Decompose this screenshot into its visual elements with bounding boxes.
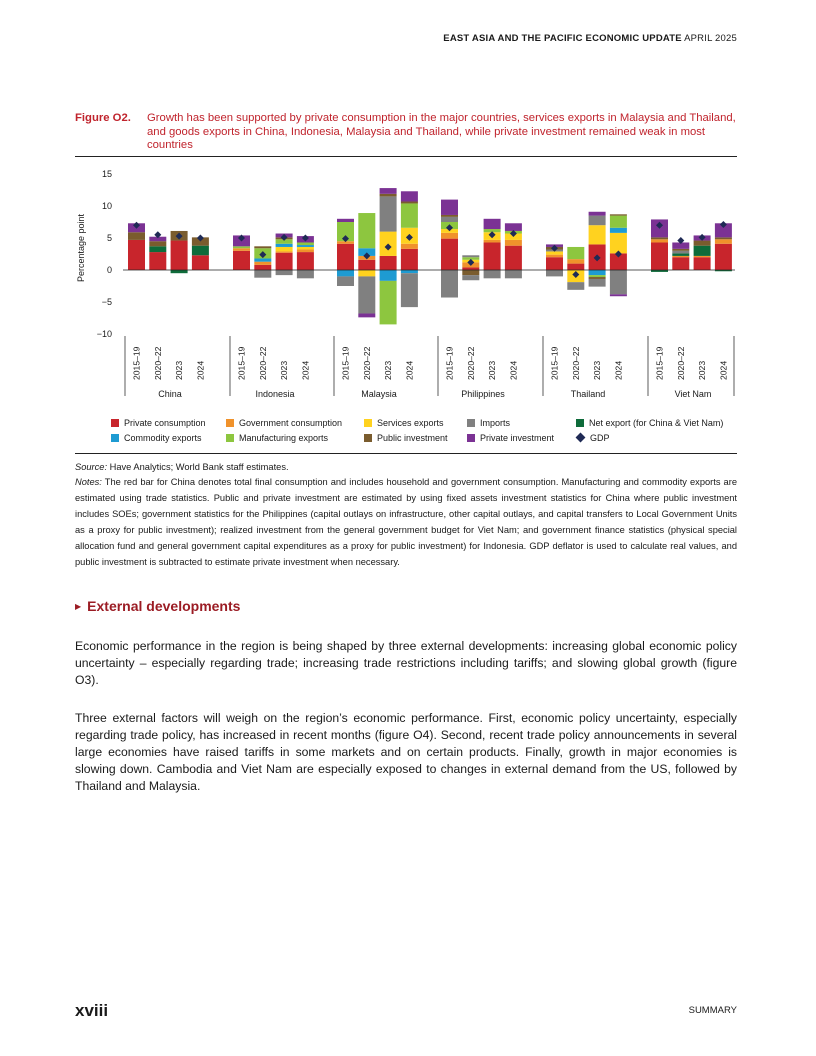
legend-label: Private consumption — [124, 417, 206, 428]
figure-bottom-rule — [75, 453, 737, 454]
footer-section-name: SUMMARY — [688, 1005, 737, 1016]
bar-segment — [546, 257, 563, 270]
bar-segment — [441, 270, 458, 298]
legend-row-1 — [111, 415, 741, 430]
section-arrow-icon: ▶ — [75, 601, 82, 611]
bar-segment — [254, 270, 271, 278]
legend-item-private-consumption — [111, 418, 226, 428]
bar-segment — [380, 270, 397, 281]
bar-segment — [610, 214, 627, 215]
bar-segment — [484, 219, 501, 229]
bar-segment — [358, 213, 375, 248]
bar-segment — [441, 200, 458, 215]
publication-date: APRIL 2025 — [684, 33, 737, 44]
x-tick-label: 2023 — [487, 360, 498, 380]
bar-segment — [297, 270, 314, 278]
x-tick-label: 2015–19 — [236, 346, 247, 380]
bar-segment — [589, 216, 606, 226]
x-tick-label: 2015–19 — [340, 346, 351, 380]
x-tick-label: 2023 — [383, 360, 394, 380]
figure-caption-text: Growth has been supported by private consumption in the major countries, services exports in Malaysia and Thailand, and goods exports in China, Indonesia, Malaysia and Thailand, while private investment remained weak in most countries — [147, 112, 736, 151]
figure-source — [75, 459, 737, 475]
source-label: Source: — [75, 462, 108, 472]
legend-swatch — [467, 419, 475, 427]
legend-swatch — [226, 419, 234, 427]
legend-label: Imports — [480, 417, 511, 428]
bar-segment — [651, 239, 668, 242]
legend-label: Services exports — [377, 417, 444, 428]
x-tick-label: 2020–22 — [570, 346, 581, 380]
country-label: Viet Nam — [674, 389, 712, 399]
y-tick-label: −5 — [101, 297, 112, 307]
legend-swatch — [467, 434, 475, 442]
bar-segment — [694, 241, 711, 246]
legend-swatch — [364, 419, 372, 427]
x-tick-label: 2020–22 — [465, 346, 476, 380]
bar-segment — [715, 244, 732, 270]
bar-segment — [254, 265, 271, 270]
bar-segment — [694, 256, 711, 257]
country-label: China — [158, 389, 182, 399]
x-tick-label: 2015–19 — [654, 346, 665, 380]
bar-segment — [149, 252, 166, 270]
x-tick-label: 2023 — [279, 360, 290, 380]
bar-segment — [254, 258, 271, 261]
bar-segment — [610, 228, 627, 233]
legend-item-government-consumption — [226, 418, 364, 428]
bar-segment — [589, 275, 606, 277]
bar-segment — [694, 246, 711, 256]
bar-segment — [276, 247, 293, 251]
bar-segment — [589, 279, 606, 287]
figure-o3-link[interactable]: figure O3 — [75, 656, 737, 687]
x-tick-label: 2015–19 — [444, 346, 455, 380]
running-header — [443, 33, 737, 44]
bar-segment — [337, 219, 354, 222]
bar-segment — [380, 196, 397, 231]
legend-item-private-investment — [467, 433, 576, 443]
bar-segment — [462, 255, 479, 257]
x-tick-label: 2024 — [195, 360, 206, 380]
legend-item-imports — [467, 418, 576, 428]
x-tick-label: 2020–22 — [152, 346, 163, 380]
bar-segment — [297, 252, 314, 270]
bar-segment — [567, 264, 584, 270]
bar-segment — [233, 248, 250, 251]
bar-segment — [171, 241, 188, 270]
bar-segment — [401, 202, 418, 204]
legend-swatch — [111, 419, 119, 427]
bar-segment — [149, 241, 166, 246]
bar-segment — [505, 240, 522, 246]
y-tick-label: 0 — [106, 265, 112, 275]
bar-segment — [297, 247, 314, 250]
bar-segment — [254, 246, 271, 248]
x-tick-label: 2023 — [697, 360, 708, 380]
x-tick-label: 2020–22 — [257, 346, 268, 380]
figure-label: Figure O2. — [75, 112, 131, 124]
bar-segment — [297, 242, 314, 245]
bar-segment — [276, 270, 293, 275]
bar-segment — [672, 253, 689, 256]
bar-segment — [441, 233, 458, 239]
bar-segment — [171, 270, 188, 273]
legend-item-public-investment — [364, 433, 467, 443]
legend-swatch — [111, 434, 119, 442]
x-tick-label: 2024 — [613, 360, 624, 380]
bar-segment — [401, 203, 418, 227]
legend-label: Public investment — [377, 432, 448, 443]
paragraph-2 — [75, 710, 737, 795]
legend-label: GDP — [590, 432, 610, 443]
legend-label: Private investment — [480, 432, 555, 443]
bar-segment — [546, 251, 563, 254]
section-heading — [75, 598, 240, 614]
legend-item-manufacturing-exports — [226, 433, 364, 443]
bar-segment — [715, 237, 732, 239]
legend-row-2 — [111, 430, 741, 445]
bar-segment — [505, 270, 522, 278]
bar-segment — [276, 244, 293, 247]
bar-segment — [546, 255, 563, 258]
country-label: Indonesia — [255, 389, 295, 399]
bar-segment — [567, 247, 584, 259]
bar-segment — [233, 251, 250, 270]
bar-segment — [358, 314, 375, 318]
x-tick-label: 2015–19 — [131, 346, 142, 380]
bar-segment — [276, 253, 293, 270]
x-tick-label: 2024 — [404, 360, 415, 380]
page-number: xviii — [75, 1001, 109, 1020]
legend-label: Manufacturing exports — [239, 432, 329, 443]
legend-swatch — [364, 434, 372, 442]
paragraph-1-end: ). — [91, 673, 99, 687]
bar-segment — [441, 215, 458, 217]
bar-segment — [401, 191, 418, 201]
bar-segment — [462, 270, 479, 275]
bar-segment — [401, 244, 418, 249]
bar-segment — [358, 260, 375, 270]
bar-segment — [297, 250, 314, 253]
bar-segment — [441, 239, 458, 270]
bar-segment — [149, 246, 166, 252]
legend-label: Commodity exports — [124, 432, 202, 443]
source-text: Have Analytics; World Bank staff estimates. — [107, 462, 289, 472]
chart-legend — [111, 415, 741, 445]
bar-segment — [505, 246, 522, 270]
figure-notes — [75, 474, 737, 570]
figure-o4-link[interactable]: figure O4 — [378, 728, 430, 742]
x-tick-label: 2020–22 — [675, 346, 686, 380]
paragraph-1-text: Economic performance in the region is being shaped by three external developments: increasing global economic policy uncertainty – especially regarding trade; increasing trade restrictions including tariffs; and slowing global growth ( — [75, 639, 737, 670]
bar-segment — [380, 256, 397, 270]
bar-segment — [672, 256, 689, 257]
country-label: Malaysia — [361, 389, 397, 399]
bar-segment — [380, 188, 397, 194]
x-tick-label: 2020–22 — [361, 346, 372, 380]
bar-segment — [254, 262, 271, 265]
bar-segment — [715, 239, 732, 243]
bar-segment — [337, 244, 354, 270]
bar-segment — [192, 246, 209, 256]
paragraph-2-end: ). Second, recent trade policy announcements in several large economies have raised tariffs in some markets and on certain products. Finally, growth in major economies is slowing down. Cambodia and Viet Nam are especially exposed to changes in external demand from the US, followed by Thailand and Malaysia. — [75, 728, 737, 793]
bar-segment — [672, 251, 689, 254]
bar-segment — [192, 255, 209, 270]
bar-segment — [401, 270, 418, 273]
figure-caption — [75, 112, 737, 153]
gdp-diamond-icon — [576, 433, 586, 443]
legend-swatch — [226, 434, 234, 442]
bar-segment — [589, 212, 606, 216]
bar-segment — [672, 249, 689, 251]
bar-segment — [672, 257, 689, 270]
country-label: Thailand — [570, 389, 606, 399]
legend-label: Net export (for China & Viet Nam) — [589, 417, 724, 428]
x-tick-label: 2023 — [174, 360, 185, 380]
bar-segment — [505, 223, 522, 231]
bar-segment — [128, 240, 145, 270]
bar-segment — [401, 249, 418, 270]
legend-item-services-exports — [364, 418, 467, 428]
country-label: Philippines — [461, 389, 505, 399]
legend-label: Government consumption — [239, 417, 343, 428]
y-axis-label: Percentage point — [76, 213, 86, 283]
legend-swatch — [576, 419, 584, 427]
bar-segment — [401, 273, 418, 307]
bar-segment — [128, 232, 145, 240]
y-tick-label: 10 — [101, 201, 112, 211]
y-tick-label: 15 — [101, 169, 112, 179]
y-tick-label: −10 — [96, 329, 112, 339]
x-tick-label: 2024 — [300, 360, 311, 380]
bar-segment — [546, 270, 563, 276]
bar-segment — [610, 216, 627, 228]
bar-segment — [380, 194, 397, 197]
caption-rule — [75, 156, 737, 157]
bar-segment — [651, 242, 668, 270]
x-tick-label: 2023 — [592, 360, 603, 380]
bar-segment — [337, 270, 354, 276]
publication-title: EAST ASIA AND THE PACIFIC ECONOMIC UPDATE — [443, 33, 682, 44]
notes-text: The red bar for China denotes total final consumption and includes household and government consumption. Manufacturing and commodity exports are estimated using trade statistics. Public and private investment are estimated by using fixed assets investment statistics for China where public investment includes SOEs; government statistics for the Philippines (capital outlays on infrastructure, other capital outlays, and capital transfers to Local Government Units as a proxy for public investment); realized investment from the general government budget for Viet Nam; and government finance statistics (physical special allocation fund and general government capital expenditures as a proxy for public investment) for Indonesia. GDP deflator is used to calculate real values, and public investment is subtracted to estimate private investment when necessary. — [75, 477, 737, 567]
bar-segment — [484, 240, 501, 243]
bar-segment — [380, 281, 397, 325]
bar-segment — [567, 259, 584, 263]
bar-segment — [484, 270, 501, 278]
bar-segment — [358, 276, 375, 313]
x-tick-label: 2015–19 — [549, 346, 560, 380]
bar-segment — [589, 225, 606, 244]
bar-segment — [610, 233, 627, 253]
x-tick-label: 2024 — [508, 360, 519, 380]
section-title: External developments — [87, 598, 241, 614]
bar-segment — [651, 237, 668, 239]
bar-segment — [462, 275, 479, 280]
bar-segment — [337, 276, 354, 286]
bar-segment — [589, 277, 606, 279]
y-tick-label: 5 — [106, 233, 112, 243]
notes-label: Notes: — [75, 477, 102, 487]
paragraph-2-text: Three external factors will weigh on the region’s economic performance. First, economic policy uncertainty, especially regarding trade policy, has increased in recent months ( — [75, 711, 737, 742]
bar-segment — [276, 251, 293, 252]
bar-segment — [567, 282, 584, 290]
legend-item-gdp — [576, 433, 610, 443]
bar-segment — [358, 270, 375, 276]
bar-segment — [484, 242, 501, 270]
bar-segment — [610, 270, 627, 294]
bar-segment — [233, 246, 250, 248]
bar-segment — [694, 257, 711, 270]
bar-segment — [441, 217, 458, 222]
paragraph-1 — [75, 638, 737, 689]
legend-item-net-export — [576, 418, 723, 428]
bar-segment — [297, 245, 314, 247]
bar-segment — [610, 294, 627, 296]
bar-segment — [589, 270, 606, 275]
stacked-bar-chart — [75, 160, 737, 410]
legend-item-commodity-exports — [111, 433, 226, 443]
x-tick-label: 2024 — [718, 360, 729, 380]
